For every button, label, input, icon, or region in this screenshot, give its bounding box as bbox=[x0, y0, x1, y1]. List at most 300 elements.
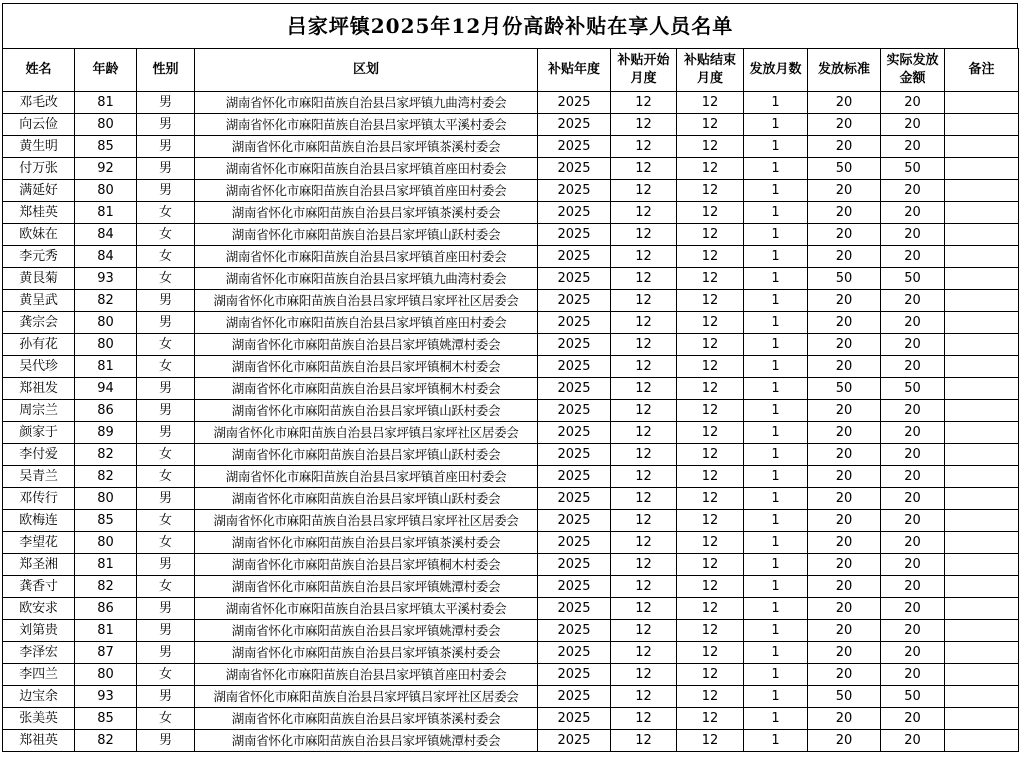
cell-start-month[interactable]: 12 bbox=[611, 598, 677, 620]
cell-year[interactable]: 2025 bbox=[538, 510, 611, 532]
cell-actual-amount[interactable]: 20 bbox=[881, 642, 945, 664]
cell-months[interactable]: 1 bbox=[744, 510, 808, 532]
cell-actual-amount[interactable]: 20 bbox=[881, 356, 945, 378]
cell-end-month[interactable]: 12 bbox=[677, 510, 744, 532]
cell-standard[interactable]: 20 bbox=[808, 730, 881, 752]
cell-standard[interactable]: 50 bbox=[808, 268, 881, 290]
cell-name[interactable]: 黄生明 bbox=[3, 136, 75, 158]
cell-year[interactable]: 2025 bbox=[538, 202, 611, 224]
cell-start-month[interactable]: 12 bbox=[611, 642, 677, 664]
cell-gender[interactable]: 男 bbox=[137, 400, 195, 422]
cell-name[interactable]: 李望花 bbox=[3, 532, 75, 554]
cell-remark[interactable] bbox=[945, 92, 1019, 114]
cell-start-month[interactable]: 12 bbox=[611, 488, 677, 510]
cell-remark[interactable] bbox=[945, 730, 1019, 752]
cell-name[interactable]: 邓毛改 bbox=[3, 92, 75, 114]
cell-standard[interactable]: 20 bbox=[808, 598, 881, 620]
cell-age[interactable]: 87 bbox=[75, 642, 137, 664]
cell-end-month[interactable]: 12 bbox=[677, 312, 744, 334]
cell-year[interactable]: 2025 bbox=[538, 290, 611, 312]
cell-gender[interactable]: 女 bbox=[137, 334, 195, 356]
cell-name[interactable]: 颜家于 bbox=[3, 422, 75, 444]
cell-remark[interactable] bbox=[945, 268, 1019, 290]
cell-gender[interactable]: 女 bbox=[137, 268, 195, 290]
cell-months[interactable]: 1 bbox=[744, 290, 808, 312]
cell-end-month[interactable]: 12 bbox=[677, 532, 744, 554]
cell-actual-amount[interactable]: 20 bbox=[881, 730, 945, 752]
cell-name[interactable]: 黄艮菊 bbox=[3, 268, 75, 290]
header-start-month[interactable]: 补贴开始 月度 bbox=[611, 49, 677, 92]
cell-year[interactable]: 2025 bbox=[538, 92, 611, 114]
cell-start-month[interactable]: 12 bbox=[611, 378, 677, 400]
header-remark[interactable]: 备注 bbox=[945, 49, 1019, 92]
cell-end-month[interactable]: 12 bbox=[677, 400, 744, 422]
cell-name[interactable]: 吴代珍 bbox=[3, 356, 75, 378]
cell-start-month[interactable]: 12 bbox=[611, 356, 677, 378]
cell-region[interactable]: 湖南省怀化市麻阳苗族自治县吕家坪镇山跃村委会 bbox=[195, 488, 538, 510]
cell-name[interactable]: 付万张 bbox=[3, 158, 75, 180]
cell-name[interactable]: 郑祖英 bbox=[3, 730, 75, 752]
cell-end-month[interactable]: 12 bbox=[677, 554, 744, 576]
cell-standard[interactable]: 20 bbox=[808, 92, 881, 114]
cell-age[interactable]: 82 bbox=[75, 730, 137, 752]
cell-region[interactable]: 湖南省怀化市麻阳苗族自治县吕家坪镇首座田村委会 bbox=[195, 158, 538, 180]
cell-remark[interactable] bbox=[945, 158, 1019, 180]
cell-age[interactable]: 89 bbox=[75, 422, 137, 444]
cell-actual-amount[interactable]: 20 bbox=[881, 708, 945, 730]
cell-actual-amount[interactable]: 20 bbox=[881, 290, 945, 312]
cell-gender[interactable]: 男 bbox=[137, 554, 195, 576]
cell-actual-amount[interactable]: 20 bbox=[881, 246, 945, 268]
cell-standard[interactable]: 50 bbox=[808, 686, 881, 708]
cell-months[interactable]: 1 bbox=[744, 246, 808, 268]
cell-region[interactable]: 湖南省怀化市麻阳苗族自治县吕家坪镇太平溪村委会 bbox=[195, 598, 538, 620]
cell-year[interactable]: 2025 bbox=[538, 730, 611, 752]
cell-gender[interactable]: 女 bbox=[137, 356, 195, 378]
cell-standard[interactable]: 20 bbox=[808, 114, 881, 136]
cell-gender[interactable]: 女 bbox=[137, 510, 195, 532]
cell-months[interactable]: 1 bbox=[744, 268, 808, 290]
cell-months[interactable]: 1 bbox=[744, 686, 808, 708]
cell-remark[interactable] bbox=[945, 510, 1019, 532]
cell-actual-amount[interactable]: 50 bbox=[881, 686, 945, 708]
cell-standard[interactable]: 20 bbox=[808, 334, 881, 356]
cell-standard[interactable]: 50 bbox=[808, 158, 881, 180]
cell-gender[interactable]: 男 bbox=[137, 158, 195, 180]
cell-months[interactable]: 1 bbox=[744, 378, 808, 400]
cell-end-month[interactable]: 12 bbox=[677, 576, 744, 598]
cell-months[interactable]: 1 bbox=[744, 400, 808, 422]
cell-actual-amount[interactable]: 20 bbox=[881, 180, 945, 202]
cell-age[interactable]: 81 bbox=[75, 620, 137, 642]
cell-name[interactable]: 孙有花 bbox=[3, 334, 75, 356]
cell-months[interactable]: 1 bbox=[744, 598, 808, 620]
cell-gender[interactable]: 女 bbox=[137, 532, 195, 554]
cell-remark[interactable] bbox=[945, 532, 1019, 554]
cell-start-month[interactable]: 12 bbox=[611, 422, 677, 444]
cell-region[interactable]: 湖南省怀化市麻阳苗族自治县吕家坪镇山跃村委会 bbox=[195, 224, 538, 246]
cell-start-month[interactable]: 12 bbox=[611, 620, 677, 642]
cell-year[interactable]: 2025 bbox=[538, 532, 611, 554]
cell-gender[interactable]: 男 bbox=[137, 620, 195, 642]
cell-months[interactable]: 1 bbox=[744, 532, 808, 554]
cell-standard[interactable]: 20 bbox=[808, 466, 881, 488]
cell-end-month[interactable]: 12 bbox=[677, 158, 744, 180]
cell-age[interactable]: 84 bbox=[75, 246, 137, 268]
cell-year[interactable]: 2025 bbox=[538, 136, 611, 158]
cell-actual-amount[interactable]: 50 bbox=[881, 378, 945, 400]
cell-age[interactable]: 82 bbox=[75, 466, 137, 488]
cell-region[interactable]: 湖南省怀化市麻阳苗族自治县吕家坪镇茶溪村委会 bbox=[195, 708, 538, 730]
cell-name[interactable]: 李元秀 bbox=[3, 246, 75, 268]
cell-start-month[interactable]: 12 bbox=[611, 180, 677, 202]
cell-actual-amount[interactable]: 20 bbox=[881, 576, 945, 598]
cell-name[interactable]: 欧梅连 bbox=[3, 510, 75, 532]
cell-year[interactable]: 2025 bbox=[538, 576, 611, 598]
cell-end-month[interactable]: 12 bbox=[677, 686, 744, 708]
cell-gender[interactable]: 男 bbox=[137, 686, 195, 708]
cell-actual-amount[interactable]: 20 bbox=[881, 444, 945, 466]
cell-region[interactable]: 湖南省怀化市麻阳苗族自治县吕家坪镇首座田村委会 bbox=[195, 466, 538, 488]
cell-months[interactable]: 1 bbox=[744, 202, 808, 224]
cell-gender[interactable]: 男 bbox=[137, 114, 195, 136]
cell-months[interactable]: 1 bbox=[744, 554, 808, 576]
cell-end-month[interactable]: 12 bbox=[677, 290, 744, 312]
cell-year[interactable]: 2025 bbox=[538, 334, 611, 356]
cell-name[interactable]: 黄呈武 bbox=[3, 290, 75, 312]
cell-remark[interactable] bbox=[945, 686, 1019, 708]
cell-end-month[interactable]: 12 bbox=[677, 378, 744, 400]
cell-standard[interactable]: 20 bbox=[808, 400, 881, 422]
header-end-month[interactable]: 补贴结束 月度 bbox=[677, 49, 744, 92]
cell-year[interactable]: 2025 bbox=[538, 356, 611, 378]
cell-year[interactable]: 2025 bbox=[538, 158, 611, 180]
cell-actual-amount[interactable]: 20 bbox=[881, 620, 945, 642]
cell-age[interactable]: 81 bbox=[75, 554, 137, 576]
cell-start-month[interactable]: 12 bbox=[611, 466, 677, 488]
cell-standard[interactable]: 20 bbox=[808, 202, 881, 224]
cell-standard[interactable]: 20 bbox=[808, 620, 881, 642]
cell-gender[interactable]: 男 bbox=[137, 92, 195, 114]
cell-end-month[interactable]: 12 bbox=[677, 730, 744, 752]
cell-standard[interactable]: 20 bbox=[808, 708, 881, 730]
cell-remark[interactable] bbox=[945, 554, 1019, 576]
cell-end-month[interactable]: 12 bbox=[677, 444, 744, 466]
cell-months[interactable]: 1 bbox=[744, 664, 808, 686]
cell-year[interactable]: 2025 bbox=[538, 114, 611, 136]
cell-start-month[interactable]: 12 bbox=[611, 268, 677, 290]
cell-region[interactable]: 湖南省怀化市麻阳苗族自治县吕家坪镇茶溪村委会 bbox=[195, 532, 538, 554]
cell-start-month[interactable]: 12 bbox=[611, 664, 677, 686]
cell-start-month[interactable]: 12 bbox=[611, 708, 677, 730]
cell-actual-amount[interactable]: 50 bbox=[881, 268, 945, 290]
cell-year[interactable]: 2025 bbox=[538, 422, 611, 444]
cell-start-month[interactable]: 12 bbox=[611, 136, 677, 158]
cell-name[interactable]: 李付爱 bbox=[3, 444, 75, 466]
cell-age[interactable]: 94 bbox=[75, 378, 137, 400]
cell-start-month[interactable]: 12 bbox=[611, 158, 677, 180]
cell-age[interactable]: 81 bbox=[75, 92, 137, 114]
cell-months[interactable]: 1 bbox=[744, 356, 808, 378]
cell-age[interactable]: 80 bbox=[75, 114, 137, 136]
cell-year[interactable]: 2025 bbox=[538, 400, 611, 422]
header-gender[interactable]: 性别 bbox=[137, 49, 195, 92]
cell-actual-amount[interactable]: 20 bbox=[881, 400, 945, 422]
cell-name[interactable]: 龚香寸 bbox=[3, 576, 75, 598]
cell-gender[interactable]: 女 bbox=[137, 708, 195, 730]
header-months[interactable]: 发放月数 bbox=[744, 49, 808, 92]
cell-standard[interactable]: 20 bbox=[808, 576, 881, 598]
cell-age[interactable]: 80 bbox=[75, 488, 137, 510]
cell-start-month[interactable]: 12 bbox=[611, 532, 677, 554]
cell-actual-amount[interactable]: 20 bbox=[881, 114, 945, 136]
cell-remark[interactable] bbox=[945, 246, 1019, 268]
cell-end-month[interactable]: 12 bbox=[677, 92, 744, 114]
cell-end-month[interactable]: 12 bbox=[677, 598, 744, 620]
cell-standard[interactable]: 20 bbox=[808, 180, 881, 202]
cell-gender[interactable]: 男 bbox=[137, 488, 195, 510]
cell-remark[interactable] bbox=[945, 136, 1019, 158]
cell-remark[interactable] bbox=[945, 444, 1019, 466]
cell-start-month[interactable]: 12 bbox=[611, 224, 677, 246]
cell-region[interactable]: 湖南省怀化市麻阳苗族自治县吕家坪镇桐木村委会 bbox=[195, 356, 538, 378]
cell-name[interactable]: 刘第贵 bbox=[3, 620, 75, 642]
cell-age[interactable]: 86 bbox=[75, 400, 137, 422]
cell-actual-amount[interactable]: 20 bbox=[881, 202, 945, 224]
cell-standard[interactable]: 20 bbox=[808, 532, 881, 554]
cell-region[interactable]: 湖南省怀化市麻阳苗族自治县吕家坪镇姚潭村委会 bbox=[195, 576, 538, 598]
cell-year[interactable]: 2025 bbox=[538, 642, 611, 664]
cell-name[interactable]: 吴青兰 bbox=[3, 466, 75, 488]
cell-gender[interactable]: 男 bbox=[137, 180, 195, 202]
cell-age[interactable]: 85 bbox=[75, 510, 137, 532]
cell-year[interactable]: 2025 bbox=[538, 224, 611, 246]
cell-age[interactable]: 86 bbox=[75, 598, 137, 620]
cell-age[interactable]: 82 bbox=[75, 576, 137, 598]
cell-region[interactable]: 湖南省怀化市麻阳苗族自治县吕家坪镇姚潭村委会 bbox=[195, 730, 538, 752]
cell-year[interactable]: 2025 bbox=[538, 466, 611, 488]
cell-standard[interactable]: 20 bbox=[808, 312, 881, 334]
cell-months[interactable]: 1 bbox=[744, 334, 808, 356]
cell-age[interactable]: 85 bbox=[75, 708, 137, 730]
cell-remark[interactable] bbox=[945, 642, 1019, 664]
cell-remark[interactable] bbox=[945, 202, 1019, 224]
cell-remark[interactable] bbox=[945, 356, 1019, 378]
cell-remark[interactable] bbox=[945, 664, 1019, 686]
cell-months[interactable]: 1 bbox=[744, 158, 808, 180]
cell-remark[interactable] bbox=[945, 378, 1019, 400]
cell-start-month[interactable]: 12 bbox=[611, 510, 677, 532]
cell-name[interactable]: 郑桂英 bbox=[3, 202, 75, 224]
cell-end-month[interactable]: 12 bbox=[677, 246, 744, 268]
header-actual-amount[interactable]: 实际发放 金额 bbox=[881, 49, 945, 92]
cell-year[interactable]: 2025 bbox=[538, 246, 611, 268]
cell-remark[interactable] bbox=[945, 290, 1019, 312]
cell-standard[interactable]: 20 bbox=[808, 488, 881, 510]
cell-start-month[interactable]: 12 bbox=[611, 246, 677, 268]
cell-gender[interactable]: 女 bbox=[137, 224, 195, 246]
cell-region[interactable]: 湖南省怀化市麻阳苗族自治县吕家坪镇山跃村委会 bbox=[195, 444, 538, 466]
cell-gender[interactable]: 男 bbox=[137, 598, 195, 620]
cell-actual-amount[interactable]: 20 bbox=[881, 532, 945, 554]
cell-remark[interactable] bbox=[945, 708, 1019, 730]
cell-standard[interactable]: 20 bbox=[808, 356, 881, 378]
cell-region[interactable]: 湖南省怀化市麻阳苗族自治县吕家坪镇吕家坪社区居委会 bbox=[195, 510, 538, 532]
cell-remark[interactable] bbox=[945, 224, 1019, 246]
cell-standard[interactable]: 20 bbox=[808, 136, 881, 158]
cell-year[interactable]: 2025 bbox=[538, 598, 611, 620]
cell-standard[interactable]: 20 bbox=[808, 246, 881, 268]
cell-remark[interactable] bbox=[945, 312, 1019, 334]
cell-remark[interactable] bbox=[945, 114, 1019, 136]
cell-standard[interactable]: 20 bbox=[808, 664, 881, 686]
cell-gender[interactable]: 女 bbox=[137, 202, 195, 224]
cell-actual-amount[interactable]: 20 bbox=[881, 510, 945, 532]
cell-name[interactable]: 邓传行 bbox=[3, 488, 75, 510]
cell-months[interactable]: 1 bbox=[744, 180, 808, 202]
cell-age[interactable]: 82 bbox=[75, 290, 137, 312]
cell-months[interactable]: 1 bbox=[744, 620, 808, 642]
cell-start-month[interactable]: 12 bbox=[611, 312, 677, 334]
cell-end-month[interactable]: 12 bbox=[677, 620, 744, 642]
cell-region[interactable]: 湖南省怀化市麻阳苗族自治县吕家坪镇茶溪村委会 bbox=[195, 202, 538, 224]
cell-standard[interactable]: 20 bbox=[808, 510, 881, 532]
cell-remark[interactable] bbox=[945, 488, 1019, 510]
cell-end-month[interactable]: 12 bbox=[677, 356, 744, 378]
cell-actual-amount[interactable]: 20 bbox=[881, 554, 945, 576]
cell-region[interactable]: 湖南省怀化市麻阳苗族自治县吕家坪镇姚潭村委会 bbox=[195, 334, 538, 356]
cell-remark[interactable] bbox=[945, 334, 1019, 356]
cell-gender[interactable]: 男 bbox=[137, 378, 195, 400]
cell-region[interactable]: 湖南省怀化市麻阳苗族自治县吕家坪镇首座田村委会 bbox=[195, 180, 538, 202]
cell-region[interactable]: 湖南省怀化市麻阳苗族自治县吕家坪镇首座田村委会 bbox=[195, 312, 538, 334]
cell-months[interactable]: 1 bbox=[744, 708, 808, 730]
cell-region[interactable]: 湖南省怀化市麻阳苗族自治县吕家坪镇九曲湾村委会 bbox=[195, 268, 538, 290]
cell-end-month[interactable]: 12 bbox=[677, 466, 744, 488]
cell-age[interactable]: 80 bbox=[75, 334, 137, 356]
cell-year[interactable]: 2025 bbox=[538, 312, 611, 334]
cell-region[interactable]: 湖南省怀化市麻阳苗族自治县吕家坪镇首座田村委会 bbox=[195, 664, 538, 686]
cell-gender[interactable]: 女 bbox=[137, 576, 195, 598]
cell-gender[interactable]: 女 bbox=[137, 466, 195, 488]
cell-months[interactable]: 1 bbox=[744, 92, 808, 114]
cell-region[interactable]: 湖南省怀化市麻阳苗族自治县吕家坪镇吕家坪社区居委会 bbox=[195, 686, 538, 708]
cell-age[interactable]: 80 bbox=[75, 180, 137, 202]
cell-region[interactable]: 湖南省怀化市麻阳苗族自治县吕家坪镇太平溪村委会 bbox=[195, 114, 538, 136]
cell-name[interactable]: 周宗兰 bbox=[3, 400, 75, 422]
cell-age[interactable]: 81 bbox=[75, 202, 137, 224]
cell-months[interactable]: 1 bbox=[744, 466, 808, 488]
cell-year[interactable]: 2025 bbox=[538, 664, 611, 686]
cell-name[interactable]: 满延好 bbox=[3, 180, 75, 202]
cell-actual-amount[interactable]: 20 bbox=[881, 312, 945, 334]
cell-region[interactable]: 湖南省怀化市麻阳苗族自治县吕家坪镇吕家坪社区居委会 bbox=[195, 290, 538, 312]
cell-standard[interactable]: 50 bbox=[808, 378, 881, 400]
cell-name[interactable]: 向云俭 bbox=[3, 114, 75, 136]
cell-gender[interactable]: 男 bbox=[137, 136, 195, 158]
cell-standard[interactable]: 20 bbox=[808, 642, 881, 664]
cell-year[interactable]: 2025 bbox=[538, 620, 611, 642]
header-name[interactable]: 姓名 bbox=[3, 49, 75, 92]
cell-actual-amount[interactable]: 50 bbox=[881, 158, 945, 180]
cell-months[interactable]: 1 bbox=[744, 224, 808, 246]
cell-year[interactable]: 2025 bbox=[538, 180, 611, 202]
cell-actual-amount[interactable]: 20 bbox=[881, 136, 945, 158]
cell-months[interactable]: 1 bbox=[744, 444, 808, 466]
cell-end-month[interactable]: 12 bbox=[677, 202, 744, 224]
cell-region[interactable]: 湖南省怀化市麻阳苗族自治县吕家坪镇姚潭村委会 bbox=[195, 620, 538, 642]
cell-start-month[interactable]: 12 bbox=[611, 290, 677, 312]
cell-gender[interactable]: 男 bbox=[137, 422, 195, 444]
cell-age[interactable]: 82 bbox=[75, 444, 137, 466]
cell-year[interactable]: 2025 bbox=[538, 378, 611, 400]
cell-actual-amount[interactable]: 20 bbox=[881, 422, 945, 444]
cell-standard[interactable]: 20 bbox=[808, 422, 881, 444]
cell-name[interactable]: 李四兰 bbox=[3, 664, 75, 686]
cell-year[interactable]: 2025 bbox=[538, 554, 611, 576]
cell-age[interactable]: 80 bbox=[75, 532, 137, 554]
cell-year[interactable]: 2025 bbox=[538, 444, 611, 466]
cell-age[interactable]: 92 bbox=[75, 158, 137, 180]
cell-months[interactable]: 1 bbox=[744, 488, 808, 510]
cell-standard[interactable]: 20 bbox=[808, 290, 881, 312]
cell-end-month[interactable]: 12 bbox=[677, 268, 744, 290]
header-standard[interactable]: 发放标准 bbox=[808, 49, 881, 92]
cell-region[interactable]: 湖南省怀化市麻阳苗族自治县吕家坪镇首座田村委会 bbox=[195, 246, 538, 268]
cell-months[interactable]: 1 bbox=[744, 422, 808, 444]
cell-end-month[interactable]: 12 bbox=[677, 642, 744, 664]
sheet-title[interactable]: 吕家坪镇2025年12月份高龄补贴在享人员名单 bbox=[2, 3, 1018, 48]
cell-months[interactable]: 1 bbox=[744, 576, 808, 598]
cell-gender[interactable]: 女 bbox=[137, 664, 195, 686]
cell-name[interactable]: 张美英 bbox=[3, 708, 75, 730]
cell-age[interactable]: 80 bbox=[75, 664, 137, 686]
cell-region[interactable]: 湖南省怀化市麻阳苗族自治县吕家坪镇山跃村委会 bbox=[195, 400, 538, 422]
cell-region[interactable]: 湖南省怀化市麻阳苗族自治县吕家坪镇九曲湾村委会 bbox=[195, 92, 538, 114]
cell-name[interactable]: 郑祖发 bbox=[3, 378, 75, 400]
cell-age[interactable]: 93 bbox=[75, 268, 137, 290]
cell-actual-amount[interactable]: 20 bbox=[881, 466, 945, 488]
cell-remark[interactable] bbox=[945, 466, 1019, 488]
cell-remark[interactable] bbox=[945, 180, 1019, 202]
cell-region[interactable]: 湖南省怀化市麻阳苗族自治县吕家坪镇桐木村委会 bbox=[195, 554, 538, 576]
cell-age[interactable]: 85 bbox=[75, 136, 137, 158]
cell-start-month[interactable]: 12 bbox=[611, 202, 677, 224]
cell-end-month[interactable]: 12 bbox=[677, 708, 744, 730]
cell-name[interactable]: 欧安求 bbox=[3, 598, 75, 620]
cell-name[interactable]: 边宝余 bbox=[3, 686, 75, 708]
cell-name[interactable]: 李泽宏 bbox=[3, 642, 75, 664]
cell-end-month[interactable]: 12 bbox=[677, 334, 744, 356]
cell-year[interactable]: 2025 bbox=[538, 268, 611, 290]
header-year[interactable]: 补贴年度 bbox=[538, 49, 611, 92]
cell-start-month[interactable]: 12 bbox=[611, 730, 677, 752]
cell-standard[interactable]: 20 bbox=[808, 554, 881, 576]
cell-name[interactable]: 郑圣湘 bbox=[3, 554, 75, 576]
cell-region[interactable]: 湖南省怀化市麻阳苗族自治县吕家坪镇茶溪村委会 bbox=[195, 136, 538, 158]
cell-age[interactable]: 84 bbox=[75, 224, 137, 246]
cell-start-month[interactable]: 12 bbox=[611, 686, 677, 708]
cell-end-month[interactable]: 12 bbox=[677, 422, 744, 444]
cell-months[interactable]: 1 bbox=[744, 136, 808, 158]
cell-gender[interactable]: 女 bbox=[137, 246, 195, 268]
cell-gender[interactable]: 男 bbox=[137, 312, 195, 334]
cell-actual-amount[interactable]: 20 bbox=[881, 224, 945, 246]
cell-name[interactable]: 龚宗会 bbox=[3, 312, 75, 334]
cell-gender[interactable]: 男 bbox=[137, 730, 195, 752]
cell-end-month[interactable]: 12 bbox=[677, 664, 744, 686]
cell-end-month[interactable]: 12 bbox=[677, 224, 744, 246]
